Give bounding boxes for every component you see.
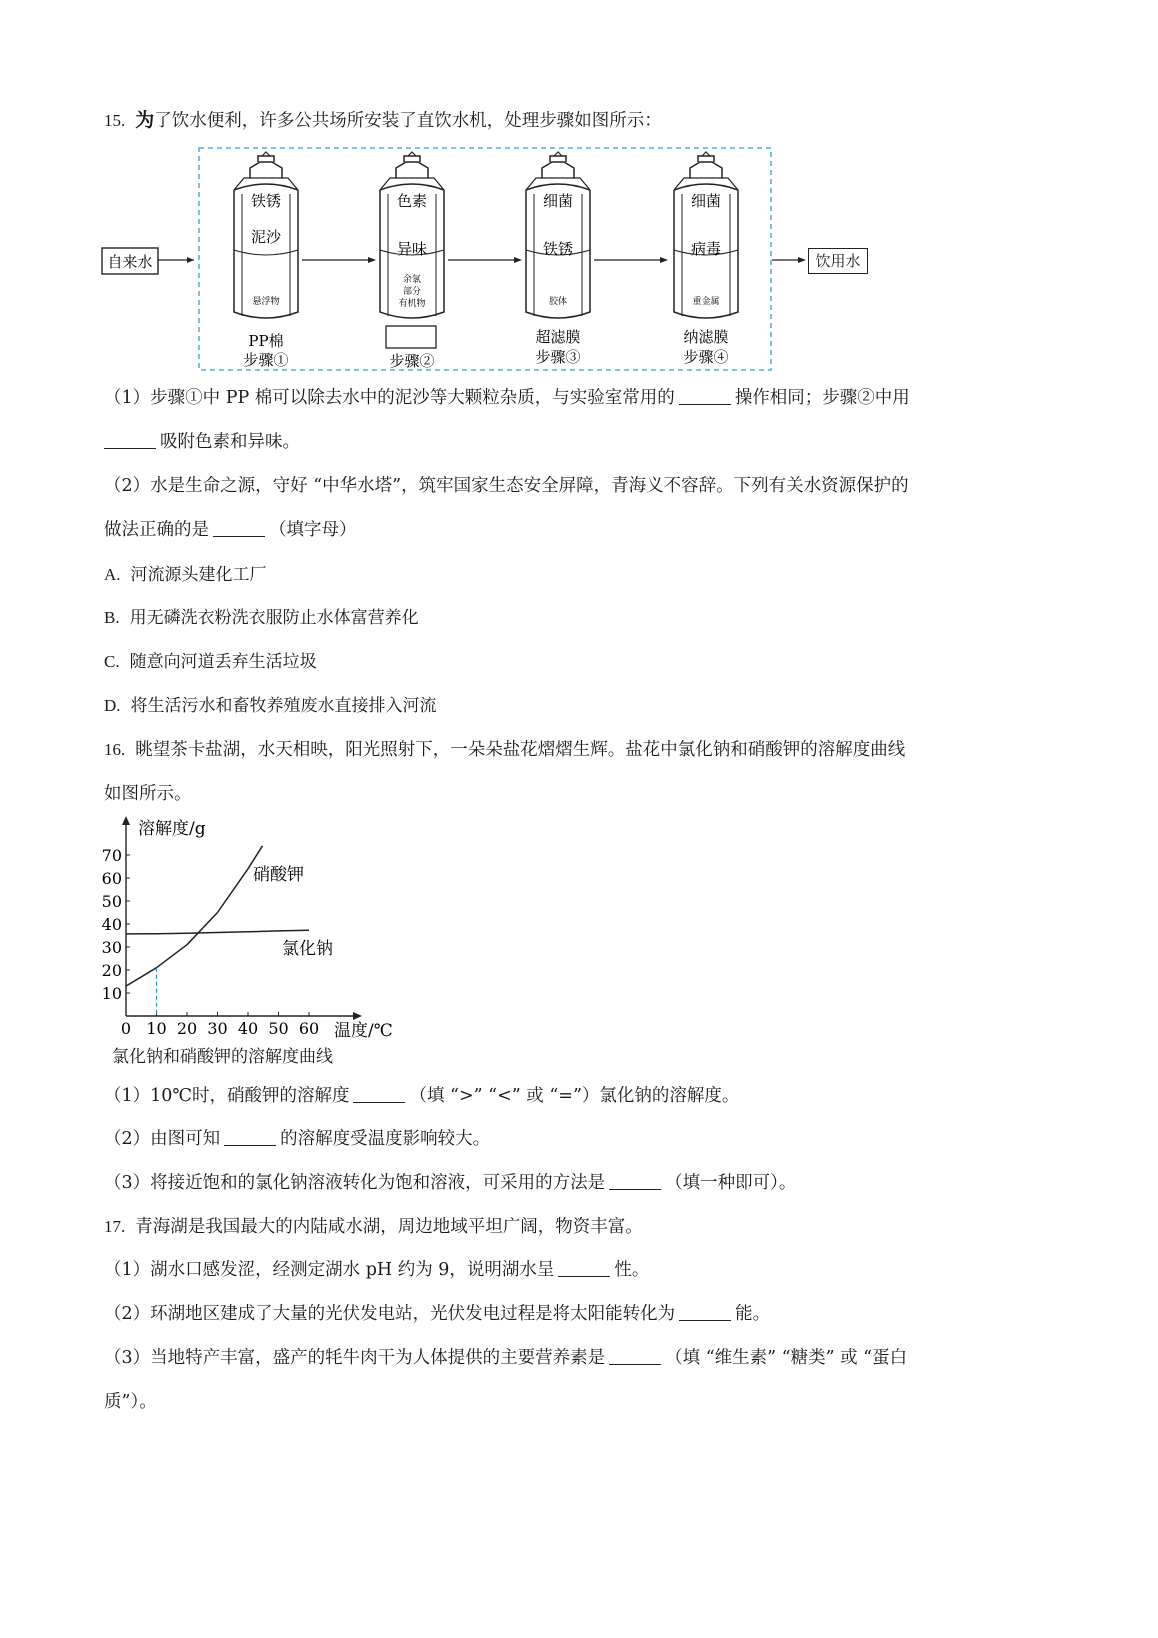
y-tick-label: 20 xyxy=(101,961,122,980)
option-d[interactable]: D. 将生活污水和畜牧养殖废水直接排入河流 xyxy=(104,696,437,716)
solubility-chart xyxy=(96,810,416,1042)
q17-part2: （2）环湖地区建成了大量的光伏发电站，光伏发电过程是将太阳能转化为 能。 xyxy=(104,1304,771,1324)
q17-stem: 17. 青海湖是我国最大的内陆咸水湖，周边地域平坦广阔，物资丰富。 xyxy=(104,1217,643,1237)
blank-input[interactable] xyxy=(609,1173,661,1190)
x-tick-label: 40 xyxy=(237,1019,259,1038)
q16-stem-line1: 16. 眺望茶卡盐湖，水天相映，阳光照射下，一朵朵盐花熠熠生辉。盐花中氯化钠和硝酸钾的溶解度曲线 xyxy=(104,740,906,760)
series-label-kno3: 硝酸钾 xyxy=(253,865,304,885)
svg-text:胶体: 胶体 xyxy=(548,297,568,307)
q15-part2-line2: 做法正确的是 （填字母） xyxy=(104,520,357,540)
tower-step1 xyxy=(234,152,298,318)
q15-stem-bold: 为 xyxy=(135,109,155,131)
x-tick-label: 60 xyxy=(298,1019,320,1038)
svg-text:有机物: 有机物 xyxy=(398,299,426,309)
series-line-nacl xyxy=(126,930,309,934)
step1-label: 步骤① xyxy=(243,351,289,369)
step2-label: 步骤② xyxy=(389,352,435,370)
q17-part3-line2: 质”）。 xyxy=(104,1392,157,1412)
tower-step2 xyxy=(380,152,444,318)
y-tick-label: 40 xyxy=(101,915,122,934)
x-axis-label: 温度/℃ xyxy=(334,1021,393,1041)
svg-text:细菌: 细菌 xyxy=(690,192,722,210)
q16-stem-line2: 如图所示。 xyxy=(104,784,192,804)
output-box: 饮用水 xyxy=(808,248,868,274)
x-tick-label: 10 xyxy=(146,1019,167,1038)
blank-input[interactable] xyxy=(213,520,265,537)
filtration-diagram xyxy=(96,140,816,376)
q15-stem-text: 了饮水便利，许多公共场所安装了直饮水机，处理步骤如图所示： xyxy=(154,111,662,131)
q15-part1-line1: （1）步骤①中 PP 棉可以除去水中的泥沙等大颗粒杂质，与实验室常用的 操作相同；步骤②中用 xyxy=(104,388,910,408)
svg-text:异味: 异味 xyxy=(396,240,428,258)
x-tick-label: 20 xyxy=(176,1019,198,1038)
series-line-kno3 xyxy=(126,846,263,986)
blank-input[interactable] xyxy=(679,1304,731,1321)
q16-part1: （1）10℃时，硝酸钾的溶解度 （填 “>” “<” 或 “=”）氯化钠的溶解度。 xyxy=(104,1086,740,1106)
option-c[interactable]: C. 随意向河道丢弃生活垃圾 xyxy=(104,652,317,672)
svg-text:铁锈: 铁锈 xyxy=(250,192,282,210)
svg-text:病毒: 病毒 xyxy=(690,240,722,258)
y-tick-label: 10 xyxy=(101,984,122,1003)
step2-blank-box xyxy=(386,326,436,348)
svg-text:泥沙: 泥沙 xyxy=(250,228,282,246)
blank-input[interactable] xyxy=(224,1129,276,1146)
blank-input[interactable] xyxy=(609,1348,661,1365)
svg-text:细菌: 细菌 xyxy=(542,192,574,210)
y-tick-label: 50 xyxy=(101,892,122,911)
blank-input[interactable] xyxy=(353,1086,405,1103)
q16-part3: （3）将接近饱和的氯化钠溶液转化为饱和溶液，可采用的方法是 （填一种即可）。 xyxy=(104,1173,797,1193)
y-axis-label: 溶解度/g xyxy=(138,819,206,839)
q15-part2-line1: （2）水是生命之源，守好 “中华水塔”，筑牢国家生态安全屏障，青海义不容辞。下列有关水资源保护的 xyxy=(104,476,909,496)
blank-input[interactable] xyxy=(558,1260,610,1277)
q15-part1-line2: 吸附色素和异味。 xyxy=(104,430,300,454)
option-b[interactable]: B. 用无磷洗衣粉洗衣服防止水体富营养化 xyxy=(104,608,419,628)
svg-text:铁锈: 铁锈 xyxy=(542,240,574,258)
y-tick-label: 70 xyxy=(101,846,122,865)
tower-step3 xyxy=(526,152,590,318)
y-axis-arrow xyxy=(122,816,130,825)
step4-name: 纳滤膜 xyxy=(683,328,729,346)
svg-text:色素: 色素 xyxy=(396,192,428,210)
x-tick-label: 0 xyxy=(120,1019,132,1038)
option-a[interactable]: A. 河流源头建化工厂 xyxy=(104,565,267,585)
x-axis-arrow xyxy=(353,1012,362,1020)
series-label-nacl: 氯化钠 xyxy=(282,939,333,959)
q16-part2: （2）由图可知 的溶解度受温度影响较大。 xyxy=(104,1129,491,1149)
step3-name: 超滤膜 xyxy=(535,328,581,346)
x-tick-label: 30 xyxy=(207,1019,228,1038)
step3-label: 步骤③ xyxy=(535,348,581,366)
q17-part3-line1: （3）当地特产丰富，盛产的牦牛肉干为人体提供的主要营养素是 （填 “维生素” “糖类” 或 “蛋白 xyxy=(104,1348,908,1368)
tower-step4 xyxy=(674,152,738,318)
x-tick-label: 50 xyxy=(268,1019,289,1038)
svg-text:部分: 部分 xyxy=(402,287,422,297)
q15-number: 15. xyxy=(104,111,126,130)
chart-caption: 氯化钠和硝酸钾的溶解度曲线 xyxy=(112,1047,333,1067)
svg-text:重金属: 重金属 xyxy=(692,297,720,307)
svg-text:余氯: 余氯 xyxy=(402,275,422,285)
step1-name: PP棉 xyxy=(248,332,284,350)
input-label: 自来水 xyxy=(107,253,153,271)
blank-input[interactable] xyxy=(679,388,731,405)
q17-part1: （1）湖水口感发涩，经测定湖水 pH 约为 9，说明湖水呈 性。 xyxy=(104,1260,650,1280)
q15-stem xyxy=(104,108,662,133)
step4-label: 步骤④ xyxy=(683,348,729,366)
y-tick-label: 60 xyxy=(101,869,122,888)
svg-text:悬浮物: 悬浮物 xyxy=(252,297,280,307)
blank-input[interactable] xyxy=(104,432,156,449)
y-tick-label: 30 xyxy=(101,938,122,957)
